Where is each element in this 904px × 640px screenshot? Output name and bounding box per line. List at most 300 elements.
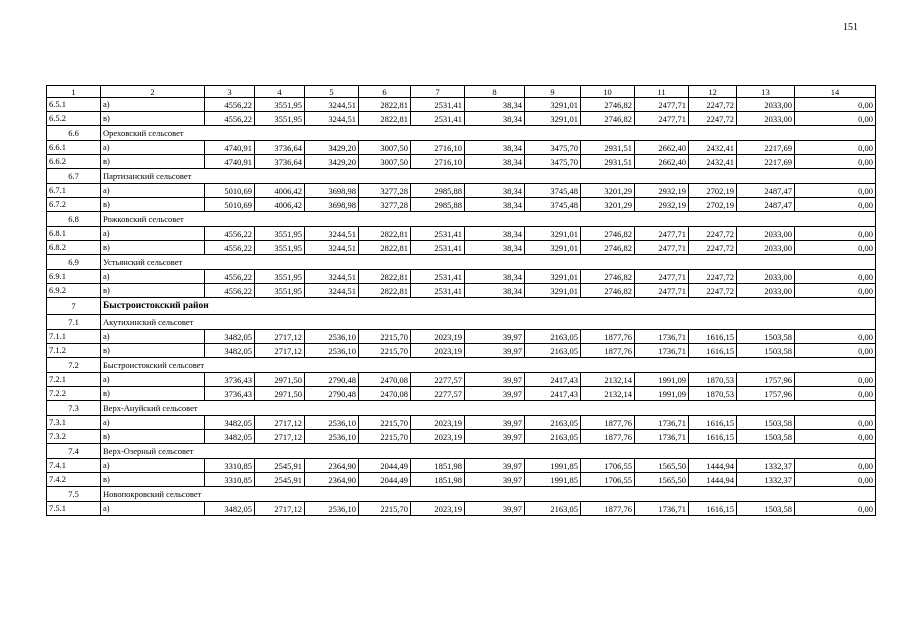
section-code: 6.9 bbox=[47, 255, 101, 270]
value-cell: 3475,70 bbox=[525, 141, 581, 155]
value-cell: 2215,70 bbox=[359, 416, 411, 430]
value-cell: 2247,72 bbox=[689, 270, 737, 284]
value-cell: 2545,91 bbox=[255, 459, 305, 473]
value-cell: 2717,12 bbox=[255, 502, 305, 516]
value-cell: 5010,69 bbox=[205, 198, 255, 212]
value-cell: 2033,00 bbox=[737, 284, 795, 298]
column-number-header: 1 bbox=[47, 86, 101, 98]
value-cell: 0,00 bbox=[795, 284, 876, 298]
value-cell: 2487,47 bbox=[737, 184, 795, 198]
section-heading-row bbox=[47, 487, 876, 502]
column-number-header: 6 bbox=[359, 86, 411, 98]
section-name: Новопокровский сельсовет bbox=[101, 487, 876, 502]
value-cell: 0,00 bbox=[795, 416, 876, 430]
row-subitem: в) bbox=[101, 430, 205, 444]
value-cell: 38,34 bbox=[465, 284, 525, 298]
value-cell: 2247,72 bbox=[689, 227, 737, 241]
section-name: Рожковский сельсовет bbox=[101, 212, 876, 227]
value-cell: 2822,81 bbox=[359, 98, 411, 112]
value-cell: 2217,69 bbox=[737, 141, 795, 155]
value-cell: 2932,19 bbox=[635, 198, 689, 212]
row-code: 6.7.1 bbox=[47, 184, 101, 198]
value-cell: 2531,41 bbox=[411, 241, 465, 255]
value-cell: 2247,72 bbox=[689, 98, 737, 112]
section-code: 7.5 bbox=[47, 487, 101, 502]
value-cell: 3201,29 bbox=[581, 184, 635, 198]
value-cell: 2277,57 bbox=[411, 387, 465, 401]
value-cell: 4556,22 bbox=[205, 284, 255, 298]
row-code: 7.4.1 bbox=[47, 459, 101, 473]
row-code: 6.5.1 bbox=[47, 98, 101, 112]
column-number-header: 10 bbox=[581, 86, 635, 98]
section-heading-row bbox=[47, 401, 876, 416]
value-cell: 1736,71 bbox=[635, 502, 689, 516]
column-number-header: 7 bbox=[411, 86, 465, 98]
value-cell: 1736,71 bbox=[635, 344, 689, 358]
value-cell: 3698,98 bbox=[305, 184, 359, 198]
value-cell: 2822,81 bbox=[359, 270, 411, 284]
value-cell: 3551,95 bbox=[255, 98, 305, 112]
value-cell: 1706,55 bbox=[581, 459, 635, 473]
table-row bbox=[47, 98, 876, 112]
value-cell: 1616,15 bbox=[689, 502, 737, 516]
section-code: 7.2 bbox=[47, 358, 101, 373]
column-number-header: 4 bbox=[255, 86, 305, 98]
value-cell: 3482,05 bbox=[205, 344, 255, 358]
value-cell: 3291,01 bbox=[525, 270, 581, 284]
value-cell: 39,97 bbox=[465, 330, 525, 344]
value-cell: 2163,05 bbox=[525, 430, 581, 444]
value-cell: 0,00 bbox=[795, 155, 876, 169]
value-cell: 2023,19 bbox=[411, 502, 465, 516]
value-cell: 38,34 bbox=[465, 184, 525, 198]
table-row bbox=[47, 198, 876, 212]
value-cell: 3310,85 bbox=[205, 473, 255, 487]
value-cell: 1332,37 bbox=[737, 459, 795, 473]
value-cell: 3551,95 bbox=[255, 284, 305, 298]
value-cell: 2790,48 bbox=[305, 387, 359, 401]
row-subitem: в) bbox=[101, 473, 205, 487]
value-cell: 0,00 bbox=[795, 270, 876, 284]
value-cell: 3310,85 bbox=[205, 459, 255, 473]
value-cell: 1616,15 bbox=[689, 416, 737, 430]
row-subitem: в) bbox=[101, 284, 205, 298]
value-cell: 1503,58 bbox=[737, 430, 795, 444]
value-cell: 2215,70 bbox=[359, 330, 411, 344]
value-cell: 3291,01 bbox=[525, 227, 581, 241]
table-row bbox=[47, 270, 876, 284]
value-cell: 2215,70 bbox=[359, 430, 411, 444]
value-cell: 2033,00 bbox=[737, 98, 795, 112]
value-cell: 2044,49 bbox=[359, 459, 411, 473]
value-cell: 2746,82 bbox=[581, 98, 635, 112]
table-row bbox=[47, 141, 876, 155]
value-cell: 1991,09 bbox=[635, 387, 689, 401]
value-cell: 1706,55 bbox=[581, 473, 635, 487]
section-code: 6.6 bbox=[47, 126, 101, 141]
value-cell: 0,00 bbox=[795, 227, 876, 241]
value-cell: 2477,71 bbox=[635, 98, 689, 112]
table-row bbox=[47, 344, 876, 358]
value-cell: 39,97 bbox=[465, 387, 525, 401]
value-cell: 2477,71 bbox=[635, 270, 689, 284]
value-cell: 1877,76 bbox=[581, 430, 635, 444]
row-subitem: в) bbox=[101, 112, 205, 126]
value-cell: 2717,12 bbox=[255, 344, 305, 358]
value-cell: 2163,05 bbox=[525, 344, 581, 358]
value-cell: 2215,70 bbox=[359, 344, 411, 358]
value-cell: 2163,05 bbox=[525, 330, 581, 344]
value-cell: 0,00 bbox=[795, 112, 876, 126]
value-cell: 3244,51 bbox=[305, 270, 359, 284]
value-cell: 2023,19 bbox=[411, 430, 465, 444]
value-cell: 2716,10 bbox=[411, 141, 465, 155]
row-subitem: а) bbox=[101, 373, 205, 387]
row-code: 6.9.2 bbox=[47, 284, 101, 298]
value-cell: 3291,01 bbox=[525, 112, 581, 126]
value-cell: 2023,19 bbox=[411, 416, 465, 430]
section-heading-row bbox=[47, 315, 876, 330]
value-cell: 1503,58 bbox=[737, 344, 795, 358]
value-cell: 3745,48 bbox=[525, 184, 581, 198]
value-cell: 0,00 bbox=[795, 344, 876, 358]
value-cell: 2417,43 bbox=[525, 373, 581, 387]
value-cell: 2247,72 bbox=[689, 241, 737, 255]
value-cell: 2662,40 bbox=[635, 155, 689, 169]
row-code: 7.5.1 bbox=[47, 502, 101, 516]
row-subitem: а) bbox=[101, 502, 205, 516]
value-cell: 3482,05 bbox=[205, 430, 255, 444]
value-cell: 3277,28 bbox=[359, 198, 411, 212]
row-code: 7.4.2 bbox=[47, 473, 101, 487]
value-cell: 1736,71 bbox=[635, 430, 689, 444]
value-cell: 1877,76 bbox=[581, 330, 635, 344]
value-cell: 3007,50 bbox=[359, 155, 411, 169]
value-cell: 3736,43 bbox=[205, 387, 255, 401]
value-cell: 3482,05 bbox=[205, 330, 255, 344]
row-subitem: а) bbox=[101, 184, 205, 198]
value-cell: 1736,71 bbox=[635, 416, 689, 430]
value-cell: 3482,05 bbox=[205, 416, 255, 430]
value-cell: 1851,98 bbox=[411, 473, 465, 487]
value-cell: 1736,71 bbox=[635, 330, 689, 344]
value-cell: 0,00 bbox=[795, 387, 876, 401]
value-cell: 2247,72 bbox=[689, 284, 737, 298]
value-cell: 1877,76 bbox=[581, 344, 635, 358]
value-cell: 2033,00 bbox=[737, 112, 795, 126]
value-cell: 39,97 bbox=[465, 502, 525, 516]
value-cell: 2536,10 bbox=[305, 330, 359, 344]
section-name: Устьянский сельсовет bbox=[101, 255, 876, 270]
value-cell: 2531,41 bbox=[411, 112, 465, 126]
table-row bbox=[47, 112, 876, 126]
table-row bbox=[47, 459, 876, 473]
value-cell: 2487,47 bbox=[737, 198, 795, 212]
row-subitem: в) bbox=[101, 344, 205, 358]
value-cell: 1503,58 bbox=[737, 416, 795, 430]
row-subitem: а) bbox=[101, 330, 205, 344]
value-cell: 3244,51 bbox=[305, 284, 359, 298]
value-cell: 2132,14 bbox=[581, 387, 635, 401]
value-cell: 3291,01 bbox=[525, 241, 581, 255]
value-cell: 2717,12 bbox=[255, 330, 305, 344]
value-cell: 2477,71 bbox=[635, 227, 689, 241]
row-code: 7.3.1 bbox=[47, 416, 101, 430]
value-cell: 3482,05 bbox=[205, 502, 255, 516]
value-cell: 1565,50 bbox=[635, 473, 689, 487]
row-code: 7.1.2 bbox=[47, 344, 101, 358]
value-cell: 4556,22 bbox=[205, 241, 255, 255]
row-subitem: а) bbox=[101, 98, 205, 112]
value-cell: 2985,88 bbox=[411, 184, 465, 198]
value-cell: 2746,82 bbox=[581, 270, 635, 284]
row-subitem: в) bbox=[101, 241, 205, 255]
page-number: 151 bbox=[843, 22, 858, 33]
tariff-table bbox=[46, 85, 876, 516]
value-cell: 39,97 bbox=[465, 459, 525, 473]
value-cell: 2033,00 bbox=[737, 241, 795, 255]
value-cell: 3698,98 bbox=[305, 198, 359, 212]
value-cell: 2746,82 bbox=[581, 227, 635, 241]
column-number-header: 13 bbox=[737, 86, 795, 98]
table-row bbox=[47, 430, 876, 444]
value-cell: 4740,91 bbox=[205, 141, 255, 155]
row-code: 7.2.2 bbox=[47, 387, 101, 401]
value-cell: 2277,57 bbox=[411, 373, 465, 387]
section-heading-row bbox=[47, 169, 876, 184]
value-cell: 3277,28 bbox=[359, 184, 411, 198]
value-cell: 3291,01 bbox=[525, 98, 581, 112]
value-cell: 1444,94 bbox=[689, 473, 737, 487]
value-cell: 2432,41 bbox=[689, 141, 737, 155]
value-cell: 3007,50 bbox=[359, 141, 411, 155]
section-code: 7.3 bbox=[47, 401, 101, 416]
table-row bbox=[47, 473, 876, 487]
table-row bbox=[47, 387, 876, 401]
row-code: 7.2.1 bbox=[47, 373, 101, 387]
section-code: 6.7 bbox=[47, 169, 101, 184]
value-cell: 2717,12 bbox=[255, 430, 305, 444]
section-code: 7 bbox=[47, 298, 101, 315]
value-cell: 2023,19 bbox=[411, 330, 465, 344]
value-cell: 0,00 bbox=[795, 241, 876, 255]
value-cell: 2531,41 bbox=[411, 270, 465, 284]
value-cell: 2477,71 bbox=[635, 284, 689, 298]
value-cell: 4006,42 bbox=[255, 198, 305, 212]
row-code: 6.5.2 bbox=[47, 112, 101, 126]
value-cell: 3551,95 bbox=[255, 227, 305, 241]
table-row bbox=[47, 155, 876, 169]
row-subitem: а) bbox=[101, 141, 205, 155]
value-cell: 1503,58 bbox=[737, 330, 795, 344]
value-cell: 3429,20 bbox=[305, 141, 359, 155]
table-row bbox=[47, 227, 876, 241]
value-cell: 1616,15 bbox=[689, 430, 737, 444]
value-cell: 1565,50 bbox=[635, 459, 689, 473]
value-cell: 2163,05 bbox=[525, 502, 581, 516]
row-subitem: в) bbox=[101, 155, 205, 169]
value-cell: 4006,42 bbox=[255, 184, 305, 198]
value-cell: 3736,64 bbox=[255, 141, 305, 155]
column-number-header: 8 bbox=[465, 86, 525, 98]
value-cell: 2033,00 bbox=[737, 270, 795, 284]
value-cell: 1757,96 bbox=[737, 373, 795, 387]
value-cell: 2717,12 bbox=[255, 416, 305, 430]
value-cell: 1877,76 bbox=[581, 416, 635, 430]
value-cell: 39,97 bbox=[465, 373, 525, 387]
value-cell: 1616,15 bbox=[689, 344, 737, 358]
value-cell: 2470,08 bbox=[359, 373, 411, 387]
table-body bbox=[47, 86, 876, 516]
value-cell: 2432,41 bbox=[689, 155, 737, 169]
value-cell: 38,34 bbox=[465, 141, 525, 155]
row-subitem: а) bbox=[101, 270, 205, 284]
row-subitem: а) bbox=[101, 227, 205, 241]
value-cell: 1870,53 bbox=[689, 387, 737, 401]
value-cell: 1444,94 bbox=[689, 459, 737, 473]
value-cell: 38,34 bbox=[465, 155, 525, 169]
value-cell: 2217,69 bbox=[737, 155, 795, 169]
section-name: Верх-Ануйский сельсовет bbox=[101, 401, 876, 416]
value-cell: 3244,51 bbox=[305, 241, 359, 255]
value-cell: 2531,41 bbox=[411, 98, 465, 112]
value-cell: 3244,51 bbox=[305, 112, 359, 126]
value-cell: 2971,50 bbox=[255, 387, 305, 401]
value-cell: 2822,81 bbox=[359, 227, 411, 241]
table-row bbox=[47, 502, 876, 516]
table-row bbox=[47, 284, 876, 298]
value-cell: 2163,05 bbox=[525, 416, 581, 430]
value-cell: 2247,72 bbox=[689, 112, 737, 126]
value-cell: 2470,08 bbox=[359, 387, 411, 401]
value-cell: 38,34 bbox=[465, 241, 525, 255]
value-cell: 2477,71 bbox=[635, 112, 689, 126]
column-number-header: 2 bbox=[101, 86, 205, 98]
district-heading-row bbox=[47, 298, 876, 315]
value-cell: 1991,85 bbox=[525, 459, 581, 473]
value-cell: 2931,51 bbox=[581, 141, 635, 155]
value-cell: 3551,95 bbox=[255, 270, 305, 284]
value-cell: 3736,64 bbox=[255, 155, 305, 169]
value-cell: 0,00 bbox=[795, 473, 876, 487]
value-cell: 0,00 bbox=[795, 330, 876, 344]
value-cell: 2822,81 bbox=[359, 112, 411, 126]
value-cell: 39,97 bbox=[465, 430, 525, 444]
section-heading-row bbox=[47, 444, 876, 459]
value-cell: 4740,91 bbox=[205, 155, 255, 169]
column-number-header: 12 bbox=[689, 86, 737, 98]
value-cell: 3475,70 bbox=[525, 155, 581, 169]
value-cell: 2702,19 bbox=[689, 198, 737, 212]
column-number-header: 5 bbox=[305, 86, 359, 98]
value-cell: 2364,90 bbox=[305, 459, 359, 473]
section-heading-row bbox=[47, 212, 876, 227]
value-cell: 4556,22 bbox=[205, 112, 255, 126]
row-subitem: а) bbox=[101, 416, 205, 430]
value-cell: 39,97 bbox=[465, 473, 525, 487]
section-code: 7.1 bbox=[47, 315, 101, 330]
value-cell: 0,00 bbox=[795, 373, 876, 387]
row-code: 6.9.1 bbox=[47, 270, 101, 284]
value-cell: 2702,19 bbox=[689, 184, 737, 198]
value-cell: 3291,01 bbox=[525, 284, 581, 298]
value-cell: 3244,51 bbox=[305, 98, 359, 112]
value-cell: 0,00 bbox=[795, 198, 876, 212]
row-code: 6.8.2 bbox=[47, 241, 101, 255]
section-heading-row bbox=[47, 255, 876, 270]
value-cell: 1332,37 bbox=[737, 473, 795, 487]
column-number-header: 14 bbox=[795, 86, 876, 98]
value-cell: 1877,76 bbox=[581, 502, 635, 516]
section-name: Быстроистокский сельсовет bbox=[101, 358, 876, 373]
section-name: Партизанский сельсовет bbox=[101, 169, 876, 184]
row-code: 7.3.2 bbox=[47, 430, 101, 444]
value-cell: 2536,10 bbox=[305, 502, 359, 516]
value-cell: 4556,22 bbox=[205, 227, 255, 241]
value-cell: 2536,10 bbox=[305, 430, 359, 444]
value-cell: 2746,82 bbox=[581, 112, 635, 126]
value-cell: 2536,10 bbox=[305, 344, 359, 358]
value-cell: 0,00 bbox=[795, 430, 876, 444]
row-code: 6.7.2 bbox=[47, 198, 101, 212]
value-cell: 3745,48 bbox=[525, 198, 581, 212]
section-code: 6.8 bbox=[47, 212, 101, 227]
value-cell: 2417,43 bbox=[525, 387, 581, 401]
value-cell: 1991,09 bbox=[635, 373, 689, 387]
value-cell: 3551,95 bbox=[255, 241, 305, 255]
value-cell: 2531,41 bbox=[411, 284, 465, 298]
value-cell: 3736,43 bbox=[205, 373, 255, 387]
column-number-header: 11 bbox=[635, 86, 689, 98]
value-cell: 2044,49 bbox=[359, 473, 411, 487]
value-cell: 0,00 bbox=[795, 98, 876, 112]
table-row bbox=[47, 373, 876, 387]
row-code: 7.1.1 bbox=[47, 330, 101, 344]
value-cell: 2932,19 bbox=[635, 184, 689, 198]
value-cell: 38,34 bbox=[465, 198, 525, 212]
value-cell: 2033,00 bbox=[737, 227, 795, 241]
district-name: Быстроистокский район bbox=[101, 298, 876, 315]
row-code: 6.8.1 bbox=[47, 227, 101, 241]
row-subitem: в) bbox=[101, 387, 205, 401]
value-cell: 2364,90 bbox=[305, 473, 359, 487]
value-cell: 1757,96 bbox=[737, 387, 795, 401]
value-cell: 3244,51 bbox=[305, 227, 359, 241]
section-name: Акутихинский сельсовет bbox=[101, 315, 876, 330]
section-name: Верх-Озерный сельсовет bbox=[101, 444, 876, 459]
value-cell: 5010,69 bbox=[205, 184, 255, 198]
value-cell: 1503,58 bbox=[737, 502, 795, 516]
value-cell: 0,00 bbox=[795, 141, 876, 155]
row-subitem: в) bbox=[101, 198, 205, 212]
column-number-header-row bbox=[47, 86, 876, 98]
value-cell: 2132,14 bbox=[581, 373, 635, 387]
value-cell: 2477,71 bbox=[635, 241, 689, 255]
section-heading-row bbox=[47, 126, 876, 141]
value-cell: 3201,29 bbox=[581, 198, 635, 212]
row-subitem: а) bbox=[101, 459, 205, 473]
value-cell: 39,97 bbox=[465, 344, 525, 358]
value-cell: 2746,82 bbox=[581, 241, 635, 255]
value-cell: 2985,88 bbox=[411, 198, 465, 212]
value-cell: 2536,10 bbox=[305, 416, 359, 430]
column-number-header: 3 bbox=[205, 86, 255, 98]
value-cell: 0,00 bbox=[795, 459, 876, 473]
value-cell: 2023,19 bbox=[411, 344, 465, 358]
value-cell: 2822,81 bbox=[359, 284, 411, 298]
value-cell: 39,97 bbox=[465, 416, 525, 430]
value-cell: 0,00 bbox=[795, 184, 876, 198]
